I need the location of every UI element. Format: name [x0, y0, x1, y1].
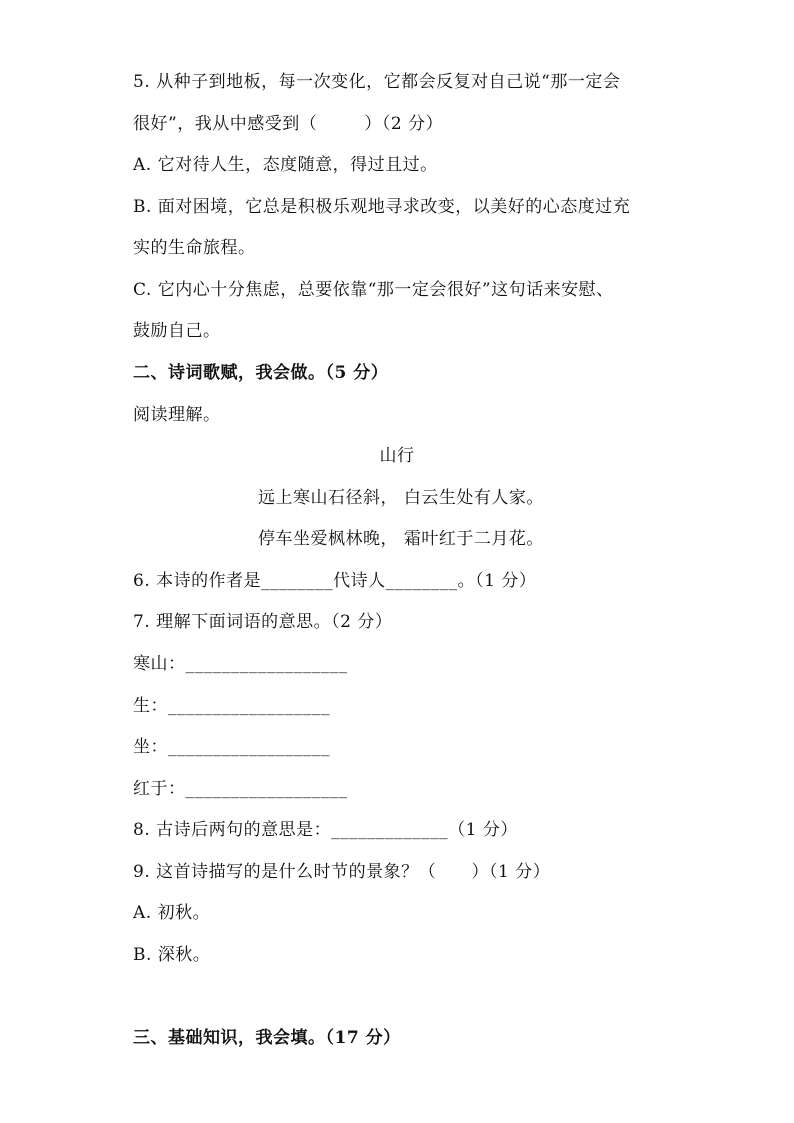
poem-title: 山行	[379, 446, 415, 466]
question-5-option-c-line-1: C. 它内心十分焦虑，总要依靠“那一定会很好”这句话来安慰、	[133, 280, 614, 300]
reading-intro: 阅读理解。	[133, 405, 221, 425]
question-5-option-a: A. 它对待人生，态度随意，得过且过。	[133, 155, 438, 175]
question-7-item-zuo: 坐：__________________	[133, 737, 330, 757]
poem-line-1: 远上寒山石径斜， 白云生处有人家。	[258, 488, 544, 508]
question-5-option-b-line-1: B. 面对困境，它总是积极乐观地寻求改变，以美好的心态度过充	[133, 197, 631, 217]
question-6: 6. 本诗的作者是________代诗人________。（1 分）	[133, 571, 537, 591]
question-9-option-b: B. 深秋。	[133, 945, 211, 965]
question-7-item-hongyu: 红于：__________________	[133, 779, 348, 799]
question-5-line-2: 很好”，我从中感受到（ ）（2 分）	[133, 114, 444, 134]
question-9-prompt: 9. 这首诗描写的是什么时节的景象？（ ）（1 分）	[133, 862, 551, 882]
question-7-item-sheng: 生：__________________	[133, 696, 330, 716]
question-7-prompt: 7. 理解下面词语的意思。（2 分）	[133, 612, 393, 632]
question-8: 8. 古诗后两句的意思是：_____________（1 分）	[133, 820, 518, 840]
section-2-heading: 二、诗词歌赋，我会做。（5 分）	[133, 363, 389, 383]
question-5-option-b-line-2: 实的生命旅程。	[133, 238, 256, 258]
poem-line-2: 停车坐爱枫林晚， 霜叶红于二月花。	[258, 529, 544, 549]
question-5-line-1: 5. 从种子到地板，每一次变化，它都会反复对自己说“那一定会	[133, 72, 621, 92]
section-3-heading: 三、基础知识，我会填。（17 分）	[133, 1028, 401, 1048]
question-9-option-a: A. 初秋。	[133, 903, 211, 923]
question-7-item-hanshan: 寒山：__________________	[133, 654, 348, 674]
question-5-option-c-line-2: 鼓励自己。	[133, 321, 221, 341]
